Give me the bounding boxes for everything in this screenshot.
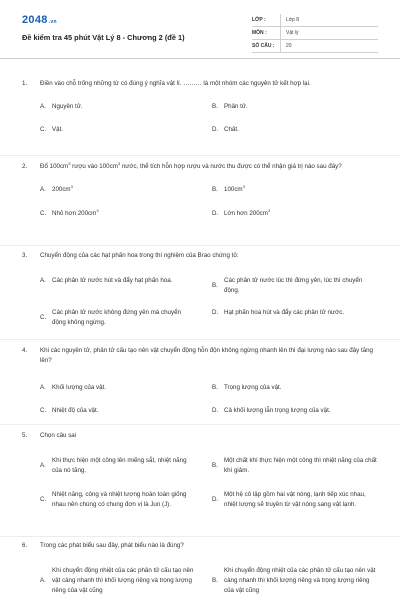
answer-option[interactable] — [194, 383, 378, 393]
option-letter: D. — [212, 309, 219, 316]
option-letter: B. — [212, 282, 218, 289]
question-text: Điền vào chỗ trống những từ có đúng ý nghĩa vật lí. ……… là một nhóm các nguyên tử kết hợp lại. — [40, 80, 311, 87]
answer-option[interactable] — [22, 383, 192, 393]
option-letter: C. — [40, 407, 47, 414]
question-1 — [22, 79, 378, 132]
answer-option[interactable] — [194, 276, 378, 296]
option-text: Các phân tử nước hút và đẩy hạt phấn hoa. — [52, 277, 173, 284]
answer-option[interactable] — [194, 566, 378, 596]
answer-option[interactable] — [194, 490, 378, 510]
option-text: Khi chuyển động nhiệt của các phân tử cấu tạo nên vật càng nhanh thì khối lượng riêng và trọng lượng riêng của vật cũng — [224, 567, 376, 594]
answer-option[interactable] — [194, 308, 378, 318]
meta-label: MÔN : — [252, 30, 267, 36]
option-letter: A. — [40, 384, 46, 391]
answer-option[interactable] — [22, 185, 192, 195]
answer-option[interactable] — [194, 209, 378, 219]
answer-option[interactable] — [194, 406, 378, 416]
option-letter: B. — [212, 186, 218, 193]
answer-option[interactable] — [22, 125, 192, 135]
option-text: Các phân tử nước lúc thì đứng yên, lúc thì chuyển động. — [224, 277, 363, 294]
option-letter: D. — [212, 126, 219, 133]
answer-option[interactable] — [194, 185, 378, 195]
question-text: Đổ $100cm^3$ rượu vào $100cm^3$ nước, thể tích hỗn hợp rượu và nước thu được có thể nhận giá trị nào sau đây? — [40, 160, 342, 170]
question-number: 1. — [22, 80, 28, 87]
answer-option[interactable] — [194, 456, 378, 476]
answer-option[interactable] — [22, 276, 194, 286]
option-text: Vật. — [52, 126, 64, 133]
option-text: Một hệ cô lập gồm hai vật nóng, lạnh tiếp xúc nhau, nhiệt lượng sẽ truyền từ vật nóng sang vật lạnh. — [224, 491, 366, 508]
exam-title: Đề kiểm tra 45 phút Vật Lý 8 - Chương 2 (đề 1) — [22, 33, 185, 42]
question-divider — [0, 339, 400, 340]
option-text: Khi chuyển động nhiệt của các phân tử cấu tạo nên vật càng nhanh thì khối lượng riêng và trọng lượng riêng của vật cũng — [52, 567, 194, 594]
option-text: Khối lượng của vật. — [52, 384, 106, 391]
answer-option[interactable] — [22, 566, 194, 596]
question-text: Chọn câu sai — [40, 432, 77, 439]
question-number: 5. — [22, 432, 28, 439]
option-letter: C. — [40, 126, 47, 133]
meta-label: LỚP : — [252, 17, 266, 23]
meta-value: Lớp 8 — [280, 14, 378, 26]
question-2 — [22, 162, 378, 225]
option-letter: D. — [212, 407, 219, 414]
logo-suffix: .vn — [48, 19, 57, 25]
option-letter: B. — [212, 103, 218, 110]
meta-value: 20 — [280, 40, 378, 52]
question-text: Trong các phát biểu sau đây, phát biểu nào là đúng? — [40, 542, 184, 549]
exam-meta-table — [252, 14, 378, 53]
question-divider — [0, 245, 400, 246]
answer-option[interactable] — [194, 125, 378, 135]
question-3 — [22, 251, 378, 334]
meta-value: Vật lý — [280, 27, 378, 39]
option-text: Các phân tử nước không đứng yên mà chuyển động không ngừng. — [52, 309, 181, 326]
meta-row-subject — [252, 27, 378, 40]
option-text: Nhiệt độ của vật. — [52, 407, 99, 414]
header-divider — [0, 58, 400, 59]
option-text: Hạt phấn hoa hút và đẩy các phân tử nước. — [224, 309, 345, 316]
question-divider — [0, 536, 400, 537]
answer-option[interactable] — [22, 102, 192, 112]
option-letter: C. — [40, 496, 47, 503]
option-text: Cả khối lượng lẫn trọng lượng của vật. — [224, 407, 331, 414]
answer-option[interactable] — [194, 102, 378, 112]
question-number: 2. — [22, 163, 28, 170]
question-divider — [0, 155, 400, 156]
question-6 — [22, 541, 378, 599]
option-letter: D. — [212, 496, 219, 503]
option-text: Trọng lượng của vật. — [224, 384, 282, 391]
option-letter: A. — [40, 103, 46, 110]
option-letter: B. — [212, 384, 218, 391]
question-number: 6. — [22, 542, 28, 549]
option-letter: B. — [212, 462, 218, 469]
option-letter: B. — [212, 577, 218, 584]
answer-option[interactable] — [22, 406, 192, 416]
option-text: Nguyên tử. — [52, 103, 83, 110]
option-letter: C. — [40, 314, 47, 321]
option-text: Nhiệt năng, công và nhiệt lượng hoàn toàn giống nhau nên chúng có chung đơn vị là Jun (J). — [52, 491, 187, 508]
option-text: Một chất khí thực hiện một công thì nhiệt năng của chất khí giảm. — [224, 457, 377, 474]
answer-option[interactable] — [22, 209, 192, 219]
option-text: $100cm^3$ — [224, 183, 245, 193]
answer-option[interactable] — [22, 456, 194, 476]
answer-option[interactable] — [22, 490, 194, 510]
meta-row-count — [252, 40, 378, 53]
logo-text: 2048 — [22, 14, 48, 26]
question-4 — [22, 346, 378, 417]
answer-option[interactable] — [22, 308, 194, 328]
question-text: Chuyển động của các hạt phấn hoa trong thí nghiệm của Brao chứng tỏ: — [40, 252, 239, 259]
question-text: Khi các nguyên tử, phân tử cấu tạo nên vật chuyển động hỗn độn không ngừng nhanh lên thì đại lượng nào sau đây tăng lên? — [40, 347, 373, 364]
option-text: $200cm^3$ — [52, 183, 73, 193]
option-letter: A. — [40, 577, 46, 584]
option-letter: A. — [40, 277, 46, 284]
option-text: Khi thực hiện một công lên miếng sắt, nhiệt năng của nó tăng. — [52, 457, 187, 474]
question-divider — [0, 424, 400, 425]
question-5 — [22, 431, 378, 532]
option-letter: D. — [212, 210, 219, 217]
option-text: Chất. — [224, 126, 239, 133]
meta-label: SỐ CÂU : — [252, 43, 275, 49]
option-text: Nhỏ hơn $200cm^3$ — [52, 207, 99, 217]
option-text: Lớn hơn $200cm^3$ — [224, 207, 271, 217]
option-letter: A. — [40, 462, 46, 469]
option-letter: C. — [40, 210, 47, 217]
question-number: 3. — [22, 252, 28, 259]
meta-row-class — [252, 14, 378, 27]
option-letter: A. — [40, 186, 46, 193]
site-logo[interactable] — [22, 14, 57, 26]
option-text: Phân tử. — [224, 103, 248, 110]
question-number: 4. — [22, 347, 28, 354]
